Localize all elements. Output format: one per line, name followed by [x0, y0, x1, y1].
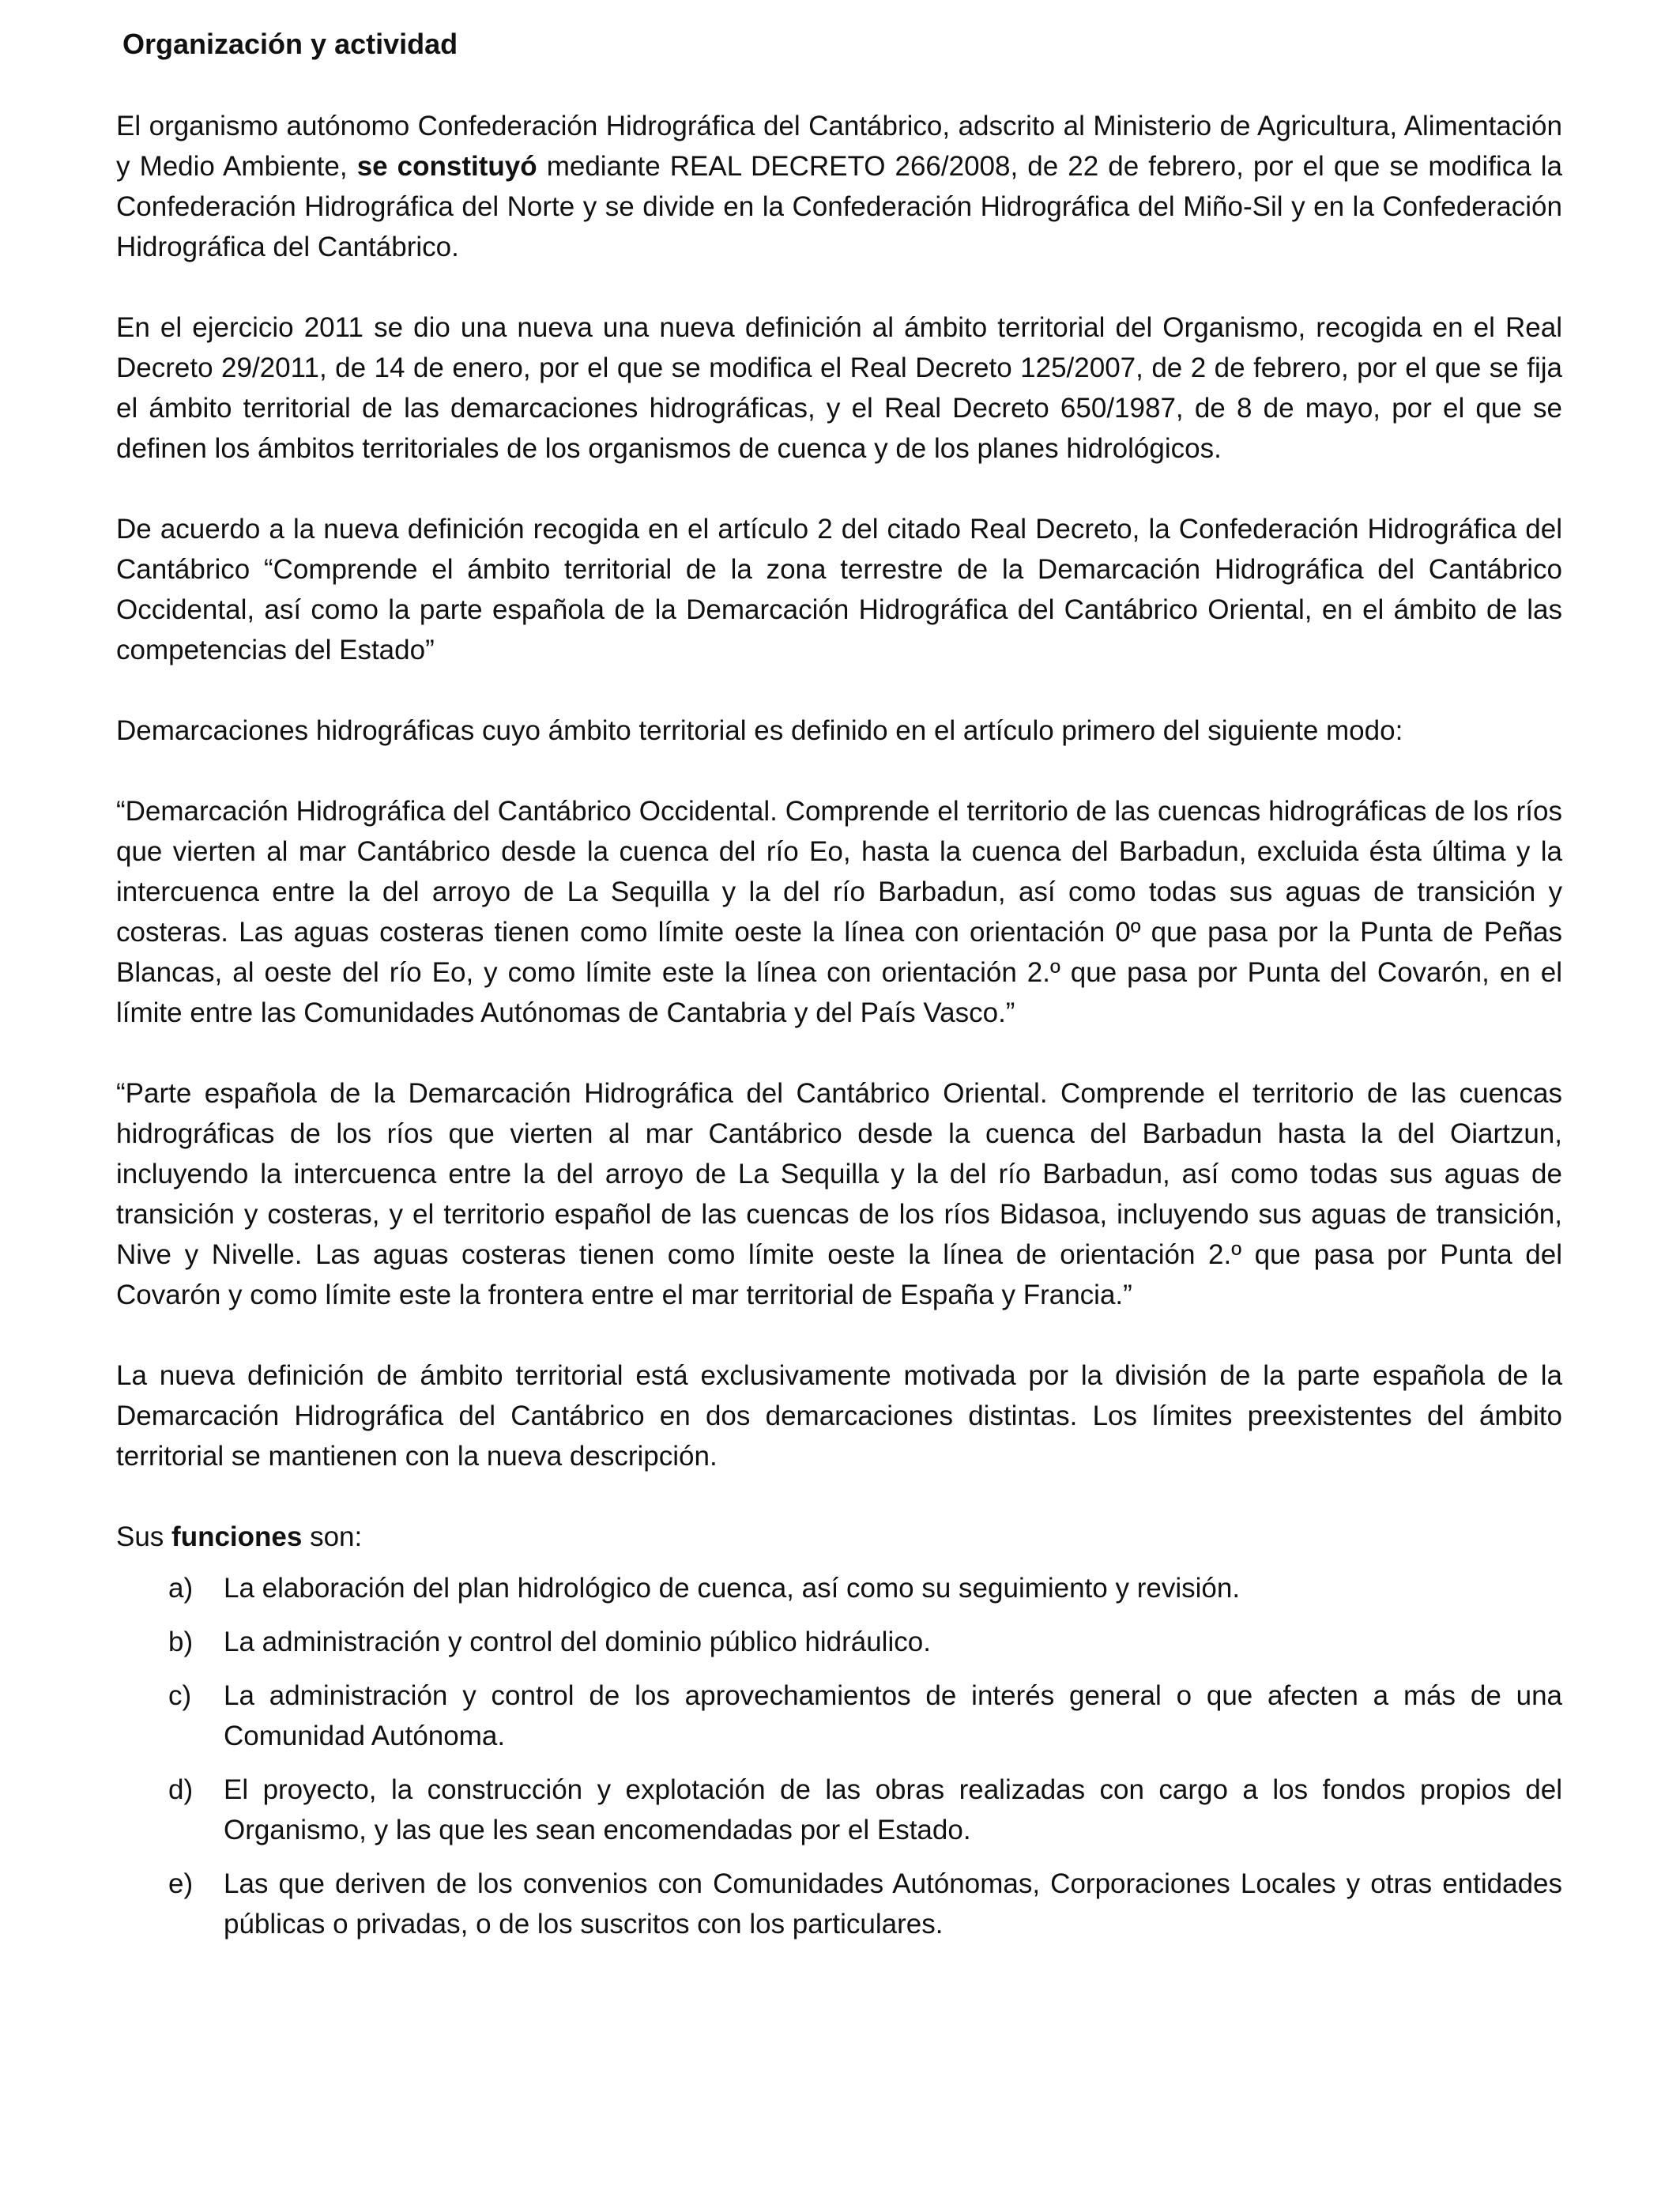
- list-item: [116, 1622, 1562, 1662]
- list-item-text: Las que deriven de los convenios con Comunidades Autónomas, Corporaciones Locales y otras entidades públicas o privadas, o de los suscritos con los particulares.: [224, 1868, 1562, 1940]
- paragraph-text: El organismo autónomo Confederación Hidrográfica del Cantábrico, adscrito al Ministerio de Agricultura, Alimentación y Medio Ambiente,: [116, 111, 1562, 182]
- functions-list: [116, 1568, 1562, 1944]
- list-item-text: La administración y control del dominio público hidráulico.: [224, 1627, 931, 1657]
- paragraph-text: son:: [302, 1521, 363, 1552]
- list-item: [116, 1676, 1562, 1756]
- list-item: [116, 1864, 1562, 1944]
- list-marker: a): [168, 1573, 194, 1604]
- list-marker: d): [168, 1774, 194, 1805]
- list-marker: b): [168, 1627, 194, 1657]
- paragraph-occidental: “Demarcación Hidrográfica del Cantábrico Occidental. Comprende el territorio de las cuencas hidrográficas de los ríos que vierten al mar Cantábrico desde la cuenca del río Eo, hasta la cuenca del Barbadun, excluida ésta última y la intercuenca entre la del arroyo de La Sequilla y la del río Barbadun, así como todas sus aguas de transición y costeras. Las aguas costeras tienen como límite oeste la línea con orientación 0º que pasa por la Punta de Peñas Blancas, al oeste del río Eo, y como límite este la línea con orientación 2.º que pasa por Punta del Covarón, en el límite entre las Comunidades Autónomas de Cantabria y del País Vasco.”: [116, 796, 1562, 1028]
- list-item-text: La elaboración del plan hidrológico de cuenca, así como su seguimiento y revisión.: [224, 1573, 1241, 1604]
- paragraph-text: mediante REAL DECRETO 266/2008, de 22 de febrero, por el que se modifica la Confederación Hidrográfica del Norte y se divide en la Confederación Hidrográfica del Miño-Sil y en la Confederación Hidrográfica del Cantábrico.: [116, 151, 1563, 262]
- document-page: [116, 24, 1562, 1958]
- section-heading: Organización y actividad: [122, 28, 458, 60]
- paragraph-text: Sus: [116, 1521, 172, 1552]
- paragraph-constitution: [116, 106, 1562, 267]
- paragraph-new-definition: La nueva definición de ámbito territorial está exclusivamente motivada por la división de la parte española de la Demarcación Hidrográfica del Cantábrico en dos demarcaciones distintas. Los límites preexistentes del ámbito territorial se mantienen con la nueva descripción.: [116, 1360, 1562, 1472]
- list-item-text: La administración y control de los aprovechamientos de interés general o que afecten a más de una Comunidad Autónoma.: [224, 1680, 1562, 1751]
- list-item-text: El proyecto, la construcción y explotación de las obras realizadas con cargo a los fondos propios del Organismo, y las que les sean encomendadas por el Estado.: [224, 1774, 1562, 1845]
- bold-text: se constituyó: [356, 151, 537, 182]
- list-marker: c): [168, 1680, 192, 1711]
- paragraph-functions-intro: [116, 1517, 1562, 1557]
- paragraph-article-2: De acuerdo a la nueva definición recogida en el artículo 2 del citado Real Decreto, la Confederación Hidrográfica del Cantábrico “Comprende el ámbito territorial de la zona terrestre de la Demarcación Hidrográfica del Cantábrico Occidental, así como la parte española de la Demarcación Hidrográfica del Cantábrico Oriental, en el ámbito de las competencias del Estado”: [116, 514, 1562, 665]
- list-item: [116, 1568, 1562, 1608]
- paragraph-oriental: “Parte española de la Demarcación Hidrográfica del Cantábrico Oriental. Comprende el territorio de las cuencas hidrográficas de los ríos que vierten al mar Cantábrico desde la cuenca del Barbadun hasta la del Oiartzun, incluyendo la intercuenca entre la del arroyo de La Sequilla y la del río Barbadun, así como todas sus aguas de transición y costeras, y el territorio español de las cuencas de los ríos Bidasoa, incluyendo sus aguas de transición, Nive y Nivelle. Las aguas costeras tienen como límite oeste la línea de orientación 2.º que pasa por Punta del Covarón y como límite este la frontera entre el mar territorial de España y Francia.”: [116, 1078, 1562, 1310]
- paragraph-demarcations-intro: Demarcaciones hidrográficas cuyo ámbito territorial es definido en el artículo primero del siguiente modo:: [116, 715, 1403, 746]
- paragraph-2011-definition: En el ejercicio 2011 se dio una nueva una nueva definición al ámbito territorial del Organismo, recogida en el Real Decreto 29/2011, de 14 de enero, por el que se modifica el Real Decreto 125/2007, de 2 de febrero, por el que se fija el ámbito territorial de las demarcaciones hidrográficas, y el Real Decreto 650/1987, de 8 de mayo, por el que se definen los ámbitos territoriales de los organismos de cuenca y de los planes hidrológicos.: [116, 312, 1562, 464]
- list-item: [116, 1770, 1562, 1850]
- bold-text: funciones: [171, 1521, 303, 1552]
- list-marker: e): [168, 1868, 194, 1899]
